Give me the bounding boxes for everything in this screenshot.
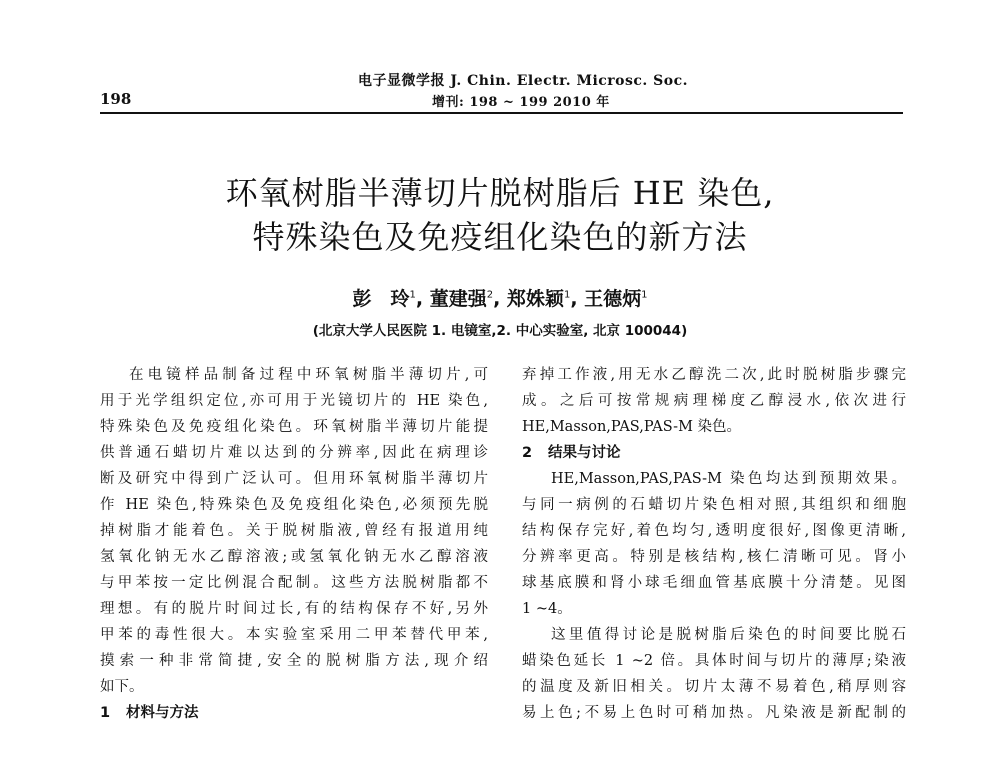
paper-title-line-2: 特殊染色及免疫组化染色的新方法	[252, 218, 748, 256]
author-name: 彭 玲	[352, 288, 410, 310]
body-text-line: 与甲苯按一定比例混合配制。这些方法脱树脂都不	[100, 575, 488, 591]
body-text-line: HE,Masson,PAS,PAS-M 染色。	[522, 419, 742, 435]
body-text-line: 摸索一种非常简捷,安全的脱树脂方法,现介绍	[100, 653, 488, 669]
body-text-line: HE,Masson,PAS,PAS-M 染色均达到预期效果。	[551, 471, 906, 487]
author-affiliation-mark: 1	[563, 289, 571, 301]
body-text-line: 蜡染色延长 1 ~2 倍。具体时间与切片的薄厚;染液	[522, 653, 906, 669]
body-text-line: 氢氧化钠无水乙醇溶液;或氢氧化钠无水乙醇溶液	[100, 549, 488, 565]
author-name: 郑姝颖	[506, 288, 564, 310]
section-number: 1	[100, 705, 111, 721]
body-text-line: 用于光学组织定位,亦可用于光镜切片的 HE 染色,	[100, 393, 488, 409]
body-text-line: 作 HE 染色,特殊染色及免疫组化染色,必须预先脱	[100, 497, 488, 513]
section-title: 材料与方法	[126, 705, 199, 721]
author-affiliation-mark: 1	[641, 289, 648, 301]
author-separator: ,	[570, 288, 578, 310]
author-separator: ,	[493, 288, 501, 310]
body-text-line: 球基底膜和肾小球毛细血管基底膜十分清楚。见图	[522, 575, 906, 591]
body-text-line: 这里值得讨论是脱树脂后染色的时间要比脱石	[551, 627, 906, 643]
author-affiliation-mark: 1	[409, 289, 416, 301]
left-column	[100, 362, 488, 726]
running-header-journal: 电子显微学报 J. Chin. Electr. Microsc. Soc.	[358, 73, 689, 89]
body-text-line: 分辨率更高。特别是核结构,核仁清晰可见。肾小	[522, 549, 906, 565]
body-text-line: 掉树脂才能着色。关于脱树脂液,曾经有报道用纯	[100, 523, 488, 539]
page-number: 198	[100, 90, 132, 108]
author-name: 王德炳	[584, 288, 642, 310]
author-name: 董建强	[429, 288, 487, 310]
body-text-line: 的温度及新旧相关。切片太薄不易着色,稍厚则容	[522, 679, 906, 695]
body-text-line: 特殊染色及免疫组化染色。环氧树脂半薄切片能提	[100, 419, 488, 435]
affiliation: (北京大学人民医院 1. 电镜室,2. 中心实验室, 北京 100044)	[312, 323, 688, 339]
body-text-line: 结构保存完好,着色均匀,透明度很好,图像更清晰,	[522, 523, 906, 539]
body-text-line: 弃掉工作液,用无水乙醇洗二次,此时脱树脂步骤完	[522, 367, 906, 383]
section-heading-methods	[100, 700, 488, 726]
body-text-line: 理想。有的脱片时间过长,有的结构保存不好,另外	[100, 601, 488, 617]
body-text-line: 供普通石蜡切片难以达到的分辨率,因此在病理诊	[100, 445, 488, 461]
body-text-line: 如下。	[100, 679, 144, 695]
author-separator: ,	[415, 288, 424, 310]
section-title: 结果与讨论	[548, 445, 621, 461]
section-heading-results	[522, 440, 906, 466]
paper-title-line-1: 环氧树脂半薄切片脱树脂后 HE 染色,	[225, 174, 775, 212]
right-column	[522, 362, 906, 726]
body-text-line: 易上色;不易上色时可稍加热。凡染液是新配制的	[522, 705, 906, 721]
header-rule	[100, 112, 903, 114]
section-number: 2	[522, 445, 533, 461]
body-text-line: 与同一病例的石蜡切片染色相对照,其组织和细胞	[522, 497, 906, 513]
issue-info: 增刊: 198 ~ 199 2010 年	[432, 95, 610, 110]
body-text-line: 1 ~4。	[522, 601, 572, 617]
body-text-line: 断及研究中得到广泛认可。但用环氧树脂半薄切片	[100, 471, 488, 487]
body-text-line: 在电镜样品制备过程中环氧树脂半薄切片,可	[129, 367, 488, 383]
body-text-line: 成。之后可按常规病理梯度乙醇浸水,依次进行	[522, 393, 906, 409]
author-affiliation-mark: 2	[486, 289, 494, 301]
body-text-line: 甲苯的毒性很大。本实验室采用二甲苯替代甲苯,	[100, 627, 488, 643]
author-list	[0, 284, 1000, 311]
